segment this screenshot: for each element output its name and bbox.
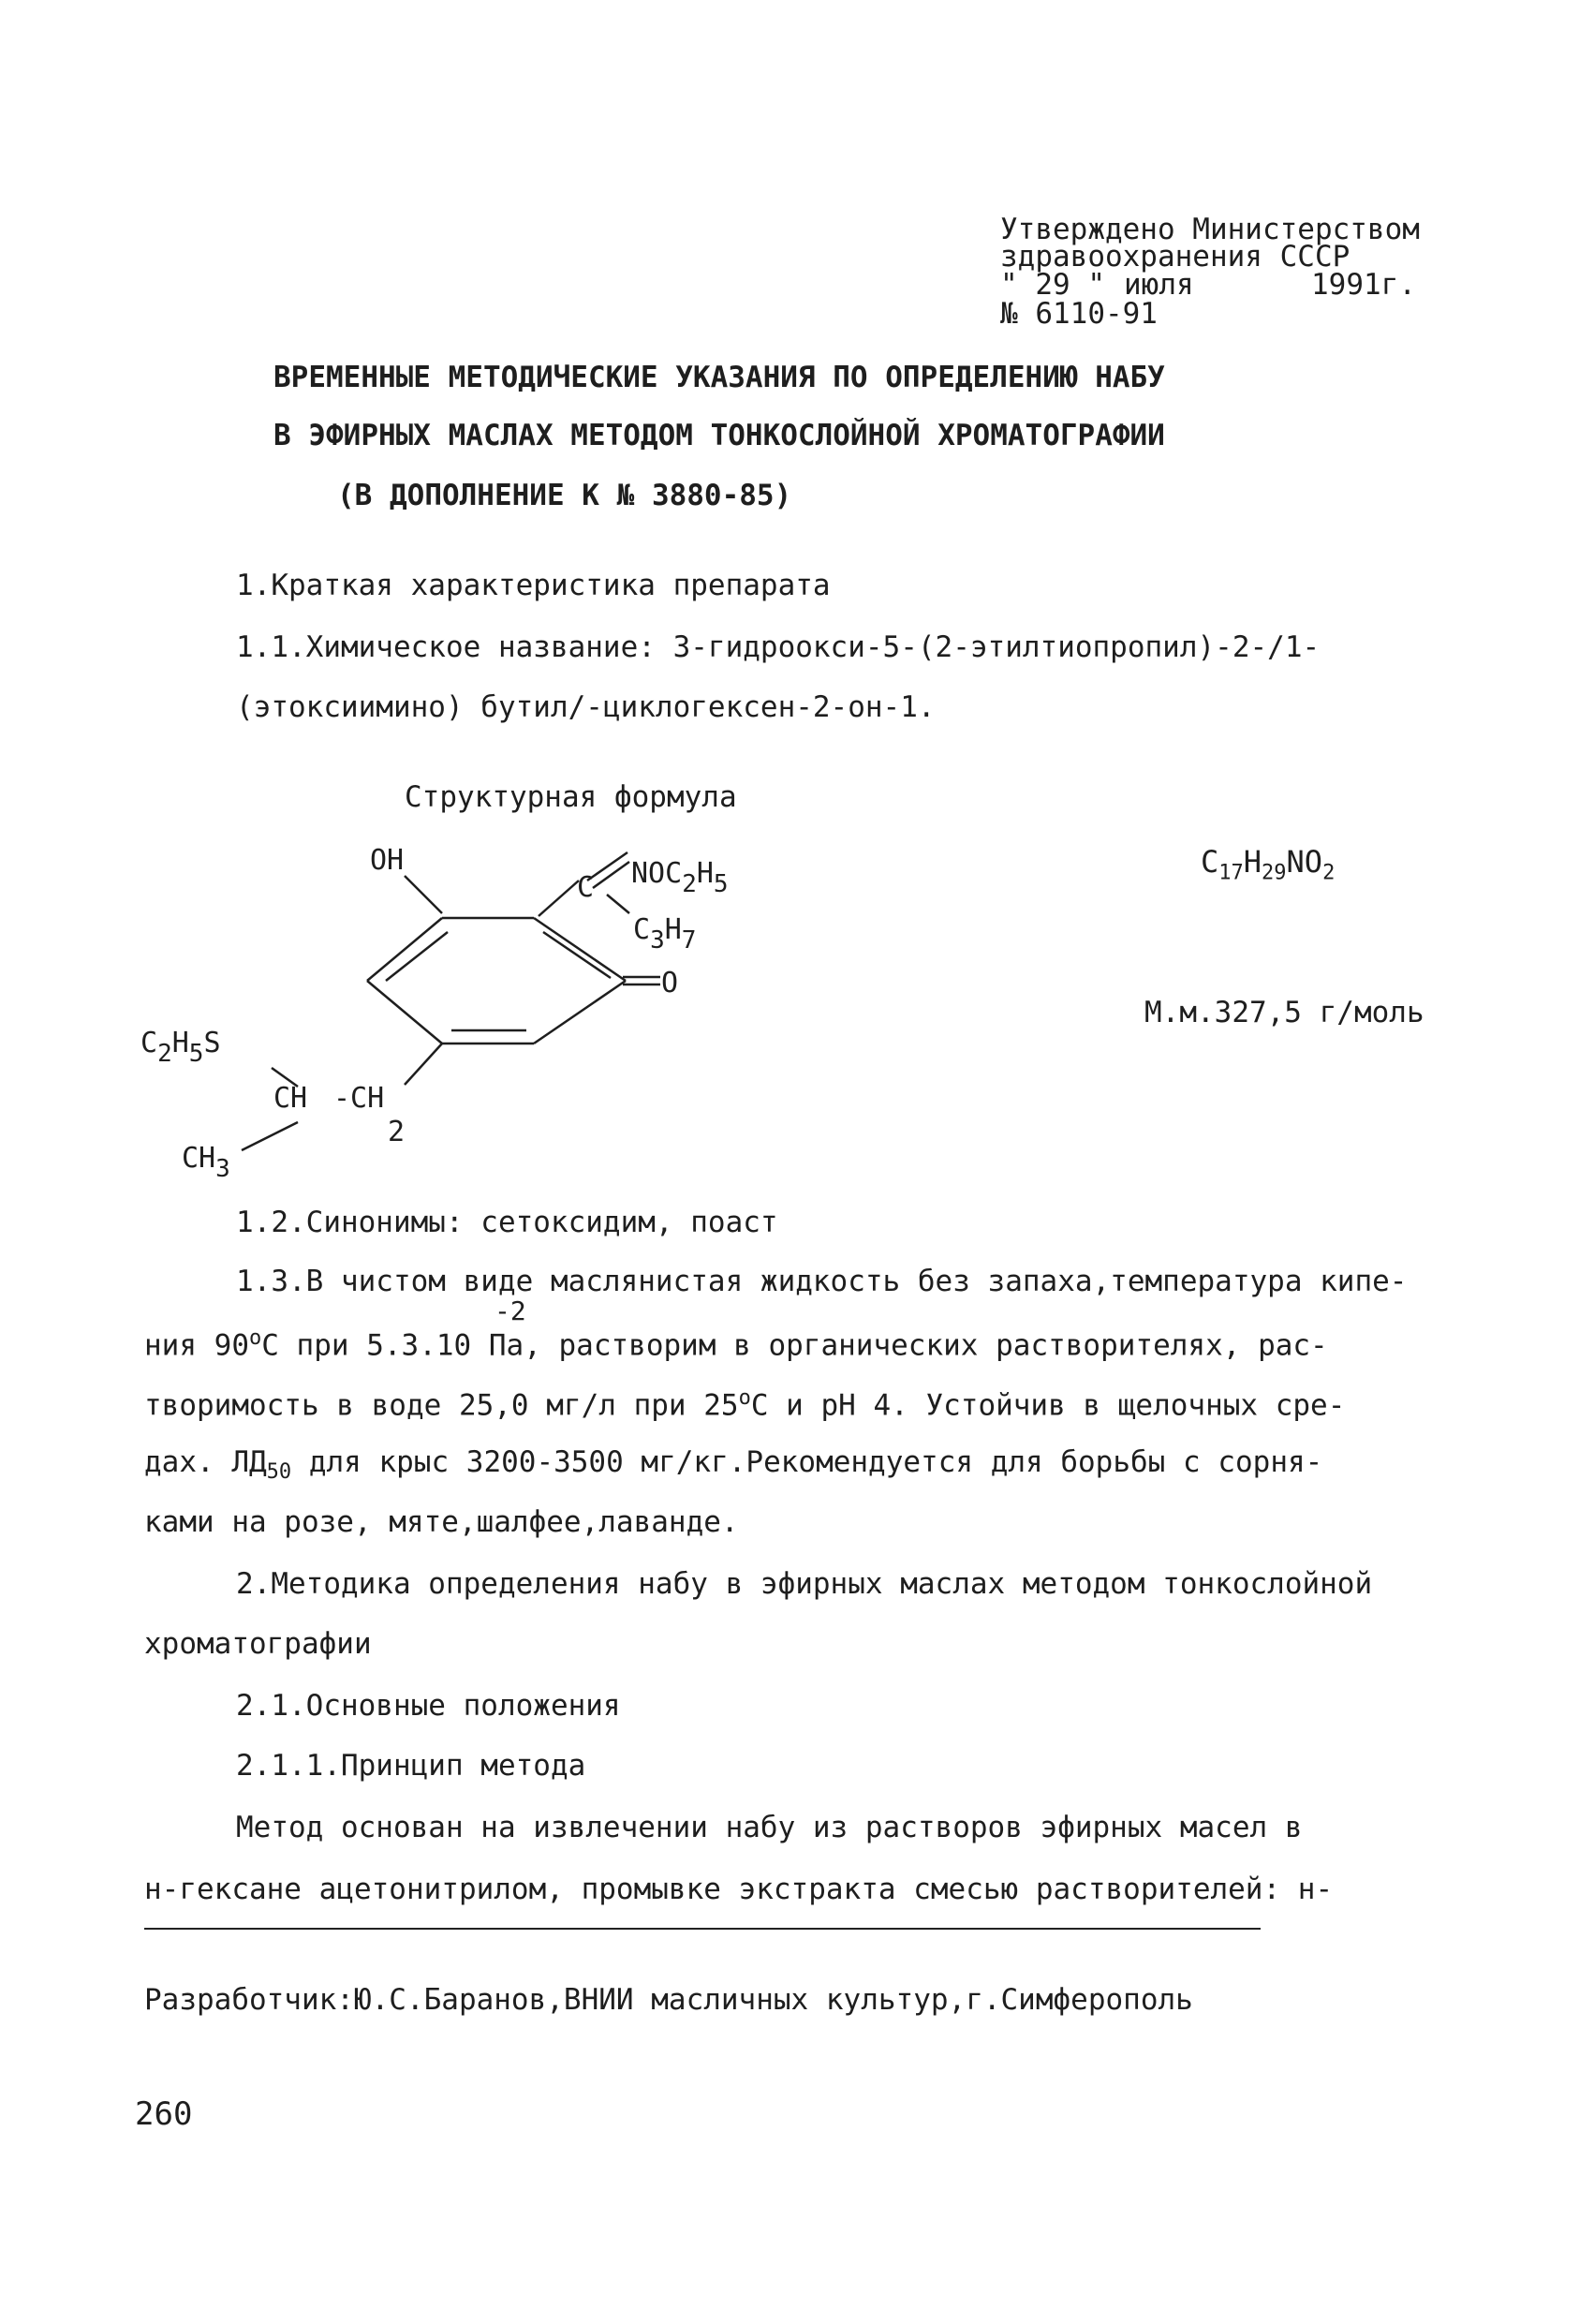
- section-1-heading: 1.Краткая характеристика препарата: [236, 569, 831, 602]
- c3h7-label: C3H7: [633, 913, 697, 955]
- section-1-1-line-2: (этоксиимино) бутил/-циклогексен-2-он-1.: [236, 690, 936, 724]
- section-1-2: 1.2.Синонимы: сетоксидим, поаст: [236, 1206, 778, 1239]
- section-2-line-1: 2.Методика определения набу в эфирных маслах методом тонкослойной: [236, 1567, 1373, 1601]
- bond: [534, 981, 626, 1044]
- approval-line-2: здравоохранения СССР: [1000, 240, 1350, 274]
- page-number: 260: [135, 2095, 193, 2133]
- approval-number: № 6110-91: [1000, 297, 1158, 331]
- ch-label: CH: [273, 1082, 308, 1115]
- footnote-divider: [144, 1928, 1261, 1930]
- section-1-3-line-5: ками на розе, мяте,шалфее,лаванде.: [144, 1505, 739, 1539]
- c-n-double-bond: [593, 862, 629, 888]
- section-1-1-line-1: 1.1.Химическое название: 3-гидроокси-5-(2-этилтиопропил)-2-/1-: [236, 630, 1321, 664]
- ch2-subscript: 2: [388, 1116, 406, 1148]
- title-line-3: (В ДОПОЛНЕНИЕ К № 3880-85): [337, 479, 792, 512]
- method-line-1: Метод основан на извлечении набу из растворов эфирных масел в: [236, 1811, 1303, 1844]
- oh-label: OH: [370, 844, 405, 877]
- section-2-line-2: хроматографии: [144, 1627, 372, 1661]
- section-2-1: 2.1.Основные положения: [236, 1689, 621, 1723]
- section-1-3-line-4: дах. $ЛД_{50}$ для крыс 3200-3500 мг/кг.Рекомендуется для борьбы с сорня-: [144, 1445, 1323, 1485]
- ch2-bond: [405, 1044, 442, 1085]
- approval-date-day: " 29 ": [1000, 268, 1105, 302]
- approval-line-1: Утверждено Министерством: [1000, 213, 1420, 246]
- section-1-3-line-2: ния 90$^o$C при 5.3.10 Па, растворим в органических растворителях, рас-: [144, 1326, 1328, 1363]
- ch2-label: -CH: [333, 1082, 385, 1115]
- c-propyl-bond: [607, 895, 629, 913]
- bond: [367, 918, 442, 981]
- title-line-1: ВРЕМЕННЫЕ МЕТОДИЧЕСКИЕ УКАЗАНИЯ ПО ОПРЕДЕЛЕНИЮ НАБУ: [273, 361, 1165, 394]
- molecular-mass: М.м.327,5 г/моль: [1144, 996, 1424, 1029]
- double-bond-inner: [543, 932, 611, 978]
- approval-date-month: июля: [1124, 268, 1194, 302]
- section-1-3-line-3: творимость в воде 25,0 мг/л при 25$^o$C и pH 4. Устойчив в щелочных сре-: [144, 1386, 1346, 1423]
- section-2-1-1: 2.1.1.Принцип метода: [236, 1749, 586, 1783]
- bond: [367, 981, 442, 1044]
- section-1-3-line-1: 1.3.В чистом виде маслянистая жидкость без запаха,температура кипе-: [236, 1265, 1408, 1298]
- oxo-label: O: [661, 967, 679, 999]
- carbon-label: C: [577, 871, 595, 904]
- noc2h5-label: NOC2H5: [631, 857, 729, 898]
- title-line-2: В ЭФИРНЫХ МАСЛАХ МЕТОДОМ ТОНКОСЛОЙНОЙ ХРОМАТОГРАФИИ: [273, 419, 1165, 452]
- method-line-2: н-гексане ацетонитрилом, промывке экстракта смесью растворителей: н-: [144, 1873, 1334, 1906]
- ch3-label: CH3: [182, 1142, 230, 1183]
- oh-bond: [405, 876, 442, 913]
- ch-ch3-bond: [242, 1122, 298, 1150]
- side-chain-bond: [539, 881, 579, 916]
- approval-date-year: 1991г.: [1311, 268, 1416, 302]
- c2h5s-label: C2H5S: [140, 1027, 221, 1068]
- structure-heading: Структурная формула: [405, 780, 737, 814]
- developer-note: Разработчик:Ю.С.Баранов,ВНИИ масличных культур,г.Симферополь: [144, 1983, 1193, 2017]
- pressure-exponent: -2: [494, 1295, 526, 1326]
- molecular-formula: $C_{17}H_{29}NO_2$: [1201, 844, 1336, 885]
- bond: [534, 918, 626, 981]
